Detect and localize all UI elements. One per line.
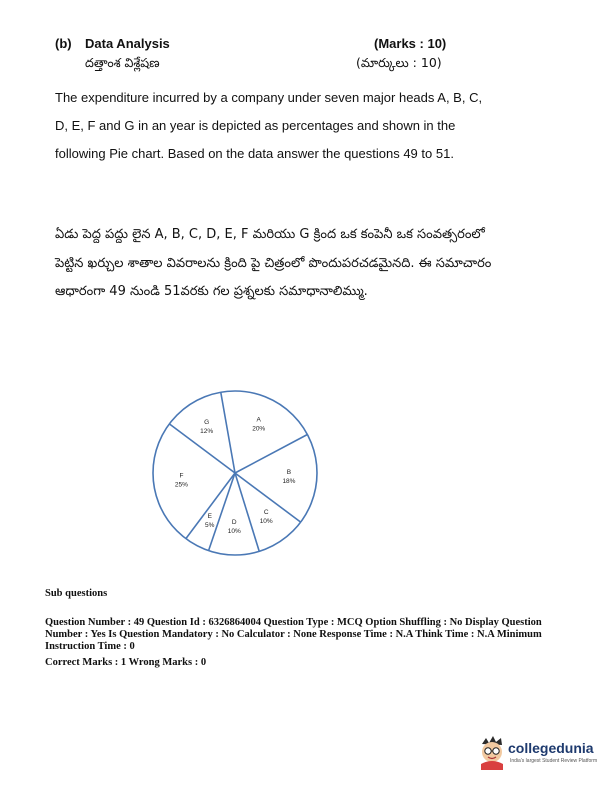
section-label: (b) bbox=[55, 36, 72, 51]
pie-slice-a bbox=[221, 392, 235, 473]
question-meta: Question Number : 49 Question Id : 6326864004 Question Type : MCQ Option Shuffling : No Display Question Number : Yes Is Question Mandatory : No Calculator : None Response Time : N.A Think Time : N.A Minimum Instruction Time : 0 bbox=[45, 617, 542, 652]
pie-value-label-a: 20% bbox=[252, 425, 266, 433]
pie-category-label-a: A bbox=[256, 416, 261, 424]
section-marks-telugu: (మార్కులు : 10) bbox=[356, 55, 442, 70]
mascot-logo-icon bbox=[474, 734, 510, 770]
pie-value-label-d: 10% bbox=[227, 528, 241, 536]
pie-category-label-b: B bbox=[286, 469, 292, 477]
section-title-telugu: దత్తాంశ విశ్లేషణ bbox=[85, 55, 160, 70]
pie-value-label-f: 25% bbox=[174, 481, 188, 489]
pie-slice-e bbox=[209, 473, 235, 551]
section-marks: (Marks : 10) bbox=[374, 36, 447, 51]
pie-value-label-g: 12% bbox=[200, 427, 214, 435]
brand-tagline: India's largest Student Review Platform bbox=[510, 758, 598, 764]
expenditure-pie-chart bbox=[120, 378, 350, 578]
question-marks: Correct Marks : 1 Wrong Marks : 0 bbox=[45, 657, 207, 668]
pie-category-label-f: F bbox=[179, 472, 184, 480]
sub-questions-heading: Sub questions bbox=[45, 588, 108, 599]
pie-value-label-b: 18% bbox=[282, 478, 296, 486]
pie-slice-b bbox=[235, 435, 307, 473]
passage-telugu: ఏడు పెద్ద పద్దు లైన A, B, C, D, E, F మరియు G క్రింద ఒక కంపెనీ ఒక సంవత్సరంలో పెట్టిన ఖర్చుల శాతాల వివరాలను క్రింది పై చిత్రంలో పొందుపరచడమైనది. ఈ సమాచారం ఆధారంగా 49 నుండి 51వరకు గల ప్రశ్నలకు సమాధానాలిమ్ము. bbox=[55, 227, 492, 299]
pie-category-label-e: E bbox=[207, 512, 212, 520]
pie-value-label-e: 5% bbox=[205, 521, 215, 529]
brand-name: collegedunia bbox=[508, 740, 594, 756]
pie-category-label-c: C bbox=[263, 509, 269, 517]
pie-value-label-c: 10% bbox=[259, 518, 273, 526]
pie-slice-d bbox=[235, 473, 259, 551]
passage-english: The expenditure incurred by a company under seven major heads A, B, C, D, E, F and G in an year is depicted as percentages and shown in the following Pie chart. Based on the data answer the questions 49 to 51. bbox=[55, 90, 483, 161]
section-title: Data Analysis bbox=[85, 36, 170, 51]
pie-category-label-g: G bbox=[204, 418, 210, 426]
pie-category-label-d: D bbox=[231, 519, 237, 527]
